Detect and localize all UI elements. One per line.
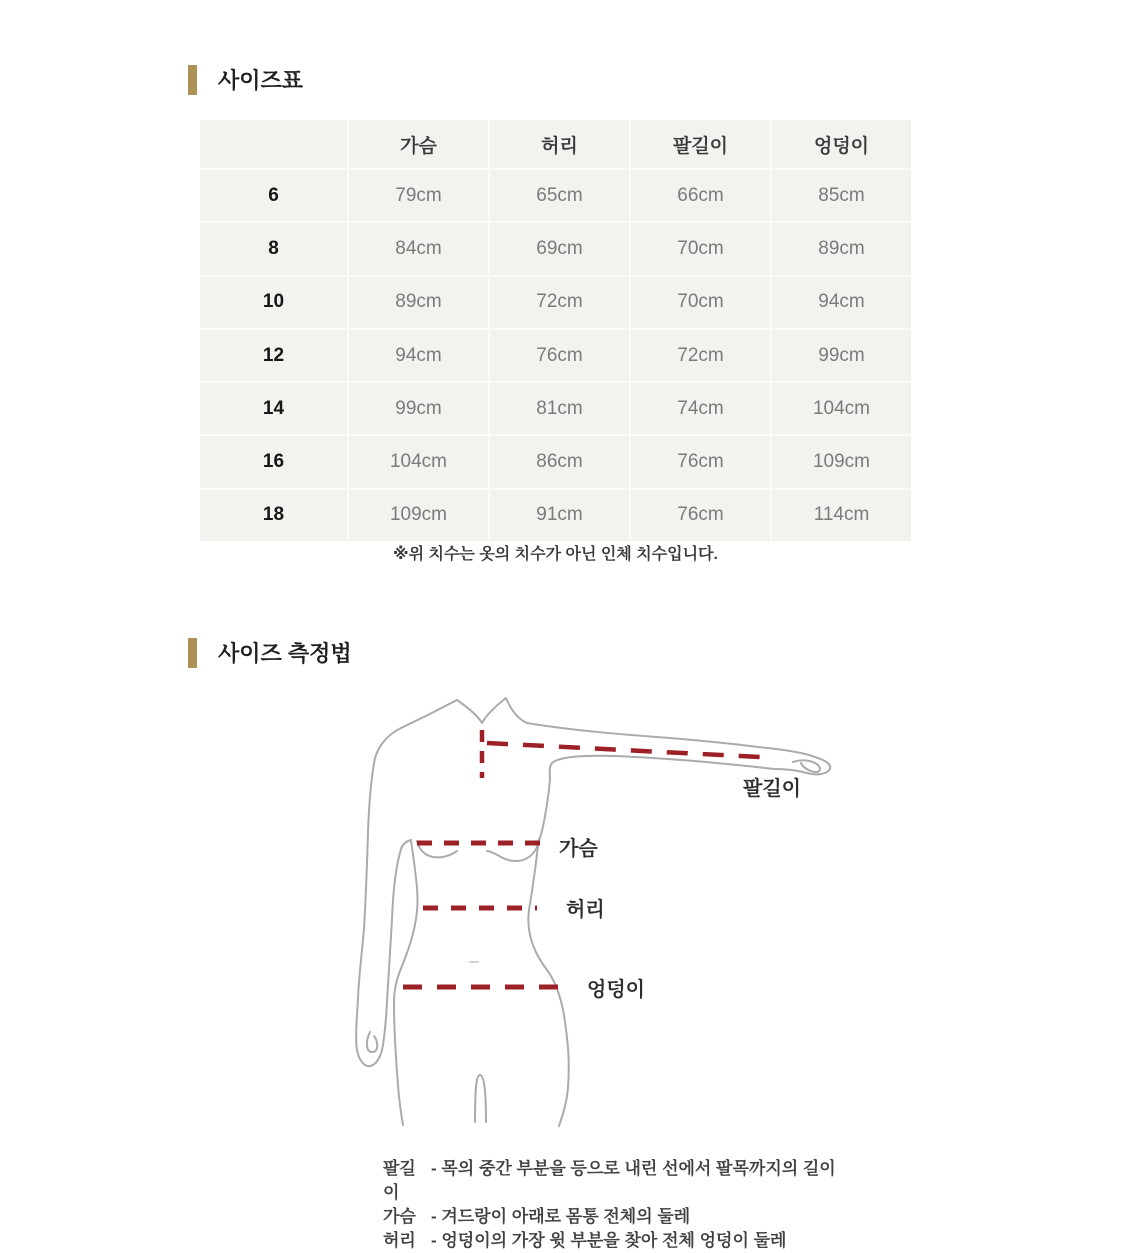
size-label: 10 [200,277,347,328]
accent-bar [188,65,197,95]
waist-value: 91cm [490,490,629,541]
legend-row-waist [383,1229,836,1253]
size-label: 18 [200,490,347,541]
chest-value: 94cm [349,330,488,381]
hip-value: 104cm [772,383,911,434]
arm-length-label: 팔길이 [743,778,801,800]
waist-value: 76cm [490,330,629,381]
measure-title: 사이즈 측정법 [218,641,352,666]
legend-desc: - 엉덩이의 가장 윗 부분을 찾아 전체 엉덩이 둘레 [431,1231,787,1250]
size-label: 16 [200,436,347,487]
chest-label: 가슴 [559,838,598,860]
chest-value: 89cm [349,277,488,328]
size-table-title: 사이즈표 [218,68,304,93]
chest-value: 104cm [349,436,488,487]
table-note: ※위 치수는 옷의 치수가 아닌 인체 치수입니다. [393,546,718,563]
col-header-waist: 허리 [490,120,629,168]
col-header-arm: 팔길이 [631,120,770,168]
waist-value: 65cm [490,170,629,221]
arm-value: 70cm [631,277,770,328]
body-measurement-diagram [330,670,890,1150]
hip-value: 94cm [772,277,911,328]
legend-desc: - 목의 중간 부분을 등으로 내린 선에서 팔목까지의 길이 [431,1159,836,1178]
waist-value: 81cm [490,383,629,434]
col-header-chest: 가슴 [349,120,488,168]
size-label: 14 [200,383,347,434]
hip-value: 114cm [772,490,911,541]
accent-bar [188,638,197,668]
arm-value: 70cm [631,223,770,274]
legend-row-arm [383,1157,836,1205]
hip-value: 99cm [772,330,911,381]
arm-value: 66cm [631,170,770,221]
arm-value: 76cm [631,490,770,541]
legend-row-chest [383,1205,836,1229]
col-header-hip: 엉덩이 [772,120,911,168]
arm-value: 76cm [631,436,770,487]
size-label: 6 [200,170,347,221]
waist-value: 86cm [490,436,629,487]
size-table-section-header [188,64,303,95]
arm-length-dashed-line [487,743,760,757]
measurement-legend [383,1157,836,1253]
chest-value: 109cm [349,490,488,541]
hip-value: 89cm [772,223,911,274]
chest-value: 84cm [349,223,488,274]
col-header-blank [200,120,347,168]
arm-value: 74cm [631,383,770,434]
measure-section-header [188,637,352,668]
waist-value: 69cm [490,223,629,274]
waist-value: 72cm [490,277,629,328]
legend-desc: - 겨드랑이 아래로 몸통 전체의 둘레 [431,1207,691,1226]
hip-value: 85cm [772,170,911,221]
legend-term: 팔길이 [383,1159,416,1202]
chest-value: 99cm [349,383,488,434]
legend-term: 가슴 [383,1207,416,1226]
size-table [200,120,911,541]
hip-value: 109cm [772,436,911,487]
waist-label: 허리 [566,899,605,921]
hip-label: 엉덩이 [587,979,645,1001]
arm-value: 72cm [631,330,770,381]
size-label: 12 [200,330,347,381]
chest-value: 79cm [349,170,488,221]
size-label: 8 [200,223,347,274]
legend-term: 허리 [383,1231,416,1250]
